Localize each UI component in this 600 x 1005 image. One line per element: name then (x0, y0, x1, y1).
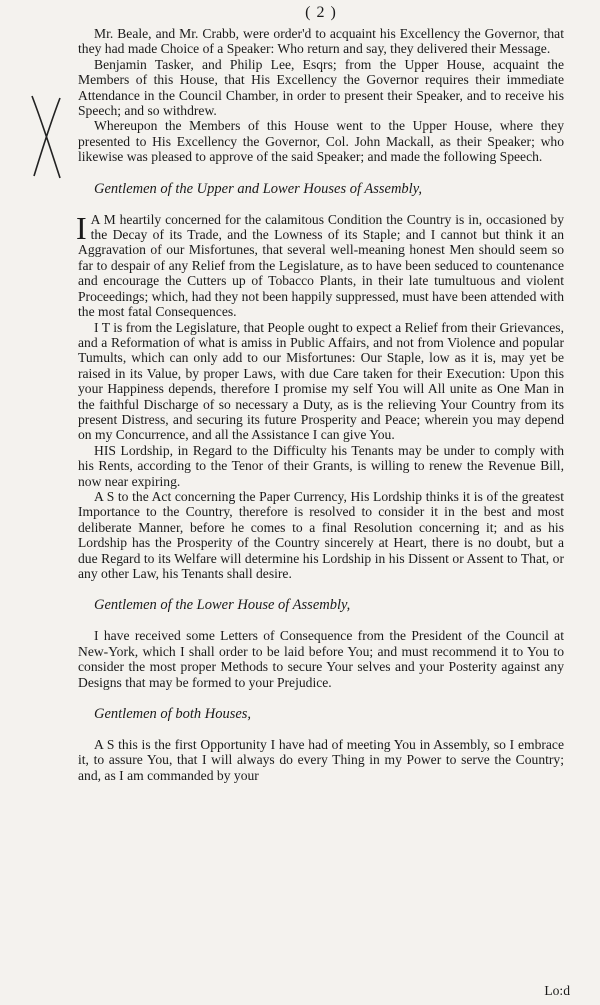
margin-x-mark (28, 92, 64, 182)
paragraph-members-upper-house: Whereupon the Members of this House went to the Upper House, where they presented to His Excellency the Governor, Col. John Mackall, as their Speaker; who likewise was pleased to approve of the said Speaker; and made the following Speech. (78, 118, 564, 165)
speech-paragraph-paper-currency: A S to the Act concerning the Paper Currency, His Lordship thinks it is of the greatest Importance to the Country, therefore is resolved to consider it in the best and most deliberate Manner, before he comes to a final Resolution concerning it; and as his Lordship has the Prosperity of the Country sincerely at Heart, there is no doubt, but a due Regard to its Welfare will determine his Lordship in his Dissent or Assent to That, or any other Law, his Tenants shall desire. (78, 488, 564, 581)
page-number: ( 2 ) (305, 4, 337, 21)
speech-paragraph-first-opportunity: A S this is the first Opportunity I have had of meeting You in Assembly, so I embrace it, to assure You, that I will always do every Thing in my Power to serve the Country; and, as I am commanded by your (78, 737, 564, 783)
drop-cap: I (76, 209, 87, 246)
heading-both-houses: Gentlemen of both Houses, (94, 706, 252, 723)
paragraph-beale-crabb: Mr. Beale, and Mr. Crabb, were order'd to acquaint his Excellency the Governor, that they had made Choice of a Speaker: Who return and say, they delivered their Message. (78, 26, 564, 57)
speech-paragraph-calamitous (76, 209, 564, 320)
speech-paragraph-letters: I have received some Letters of Consequence from the President of the Council at New-York, which I shall order to be laid before You; and must recommend it to You to consider the most proper Methods to secure Your selves and your Posterity against any Designs that may be formed to your Prejudice. (78, 628, 564, 690)
speech-paragraph-lordship-rents: HIS Lordship, in Regard to the Difficulty his Tenants may be under to comply with his Rents, according to the Tenor of their Grants, is willing to renew the Revenue Bill, now near expiring. (78, 442, 564, 489)
catchword: Lo:d (544, 983, 570, 998)
paragraph-tasker-lee: Benjamin Tasker, and Philip Lee, Esqrs; from the Upper House, acquaint the Members of this House, that His Excellency the Governor requires their immediate Attendance in the Council Chamber, in order to present their Speaker, and to receive his Speech; and so withdrew. (78, 56, 564, 119)
heading-lower-house: Gentlemen of the Lower House of Assembly, (94, 597, 351, 614)
speech-paragraph-legislature: I T is from the Legislature, that People ought to expect a Relief from their Grievances, and a Reformation of what is amiss in Public Affairs, and not from Violence and popular Tumults, which can only add to our Misfortunes: Our Staple, low as it is, may yet be raised in its Value, by proper Laws, with due Care taken for their Execution: Upon this your Happiness depends, therefore I promise my self You will All unite as One Man in the faithful Discharge of so necessary a Duty, as is the relieving Your Country from its present Distress, and securing its future Prosperity and Peace; wherein you may depend on my Concurrence, and all the Assistance I can give You. (78, 319, 564, 443)
speech-paragraph-calamitous-text: A M heartily concerned for the calamitous Condition the Country is in, occasioned by the Decay of its Trade, and the Lowness of its Staple; and I cannot but think it an Aggravation of our Misfortunes, that several well-meaning honest Men should seem so far to despair of any Relief from the Legislature, as to have been seduced to countenance and encourage the Cutters up of Tobacco Plants, in their late tumultuous and violent Proceedings; which, had they not been happily suppressed, must have been attended with the most fatal Consequences. (78, 211, 564, 320)
heading-upper-lower-houses: Gentlemen of the Upper and Lower Houses of Assembly, (94, 180, 422, 197)
